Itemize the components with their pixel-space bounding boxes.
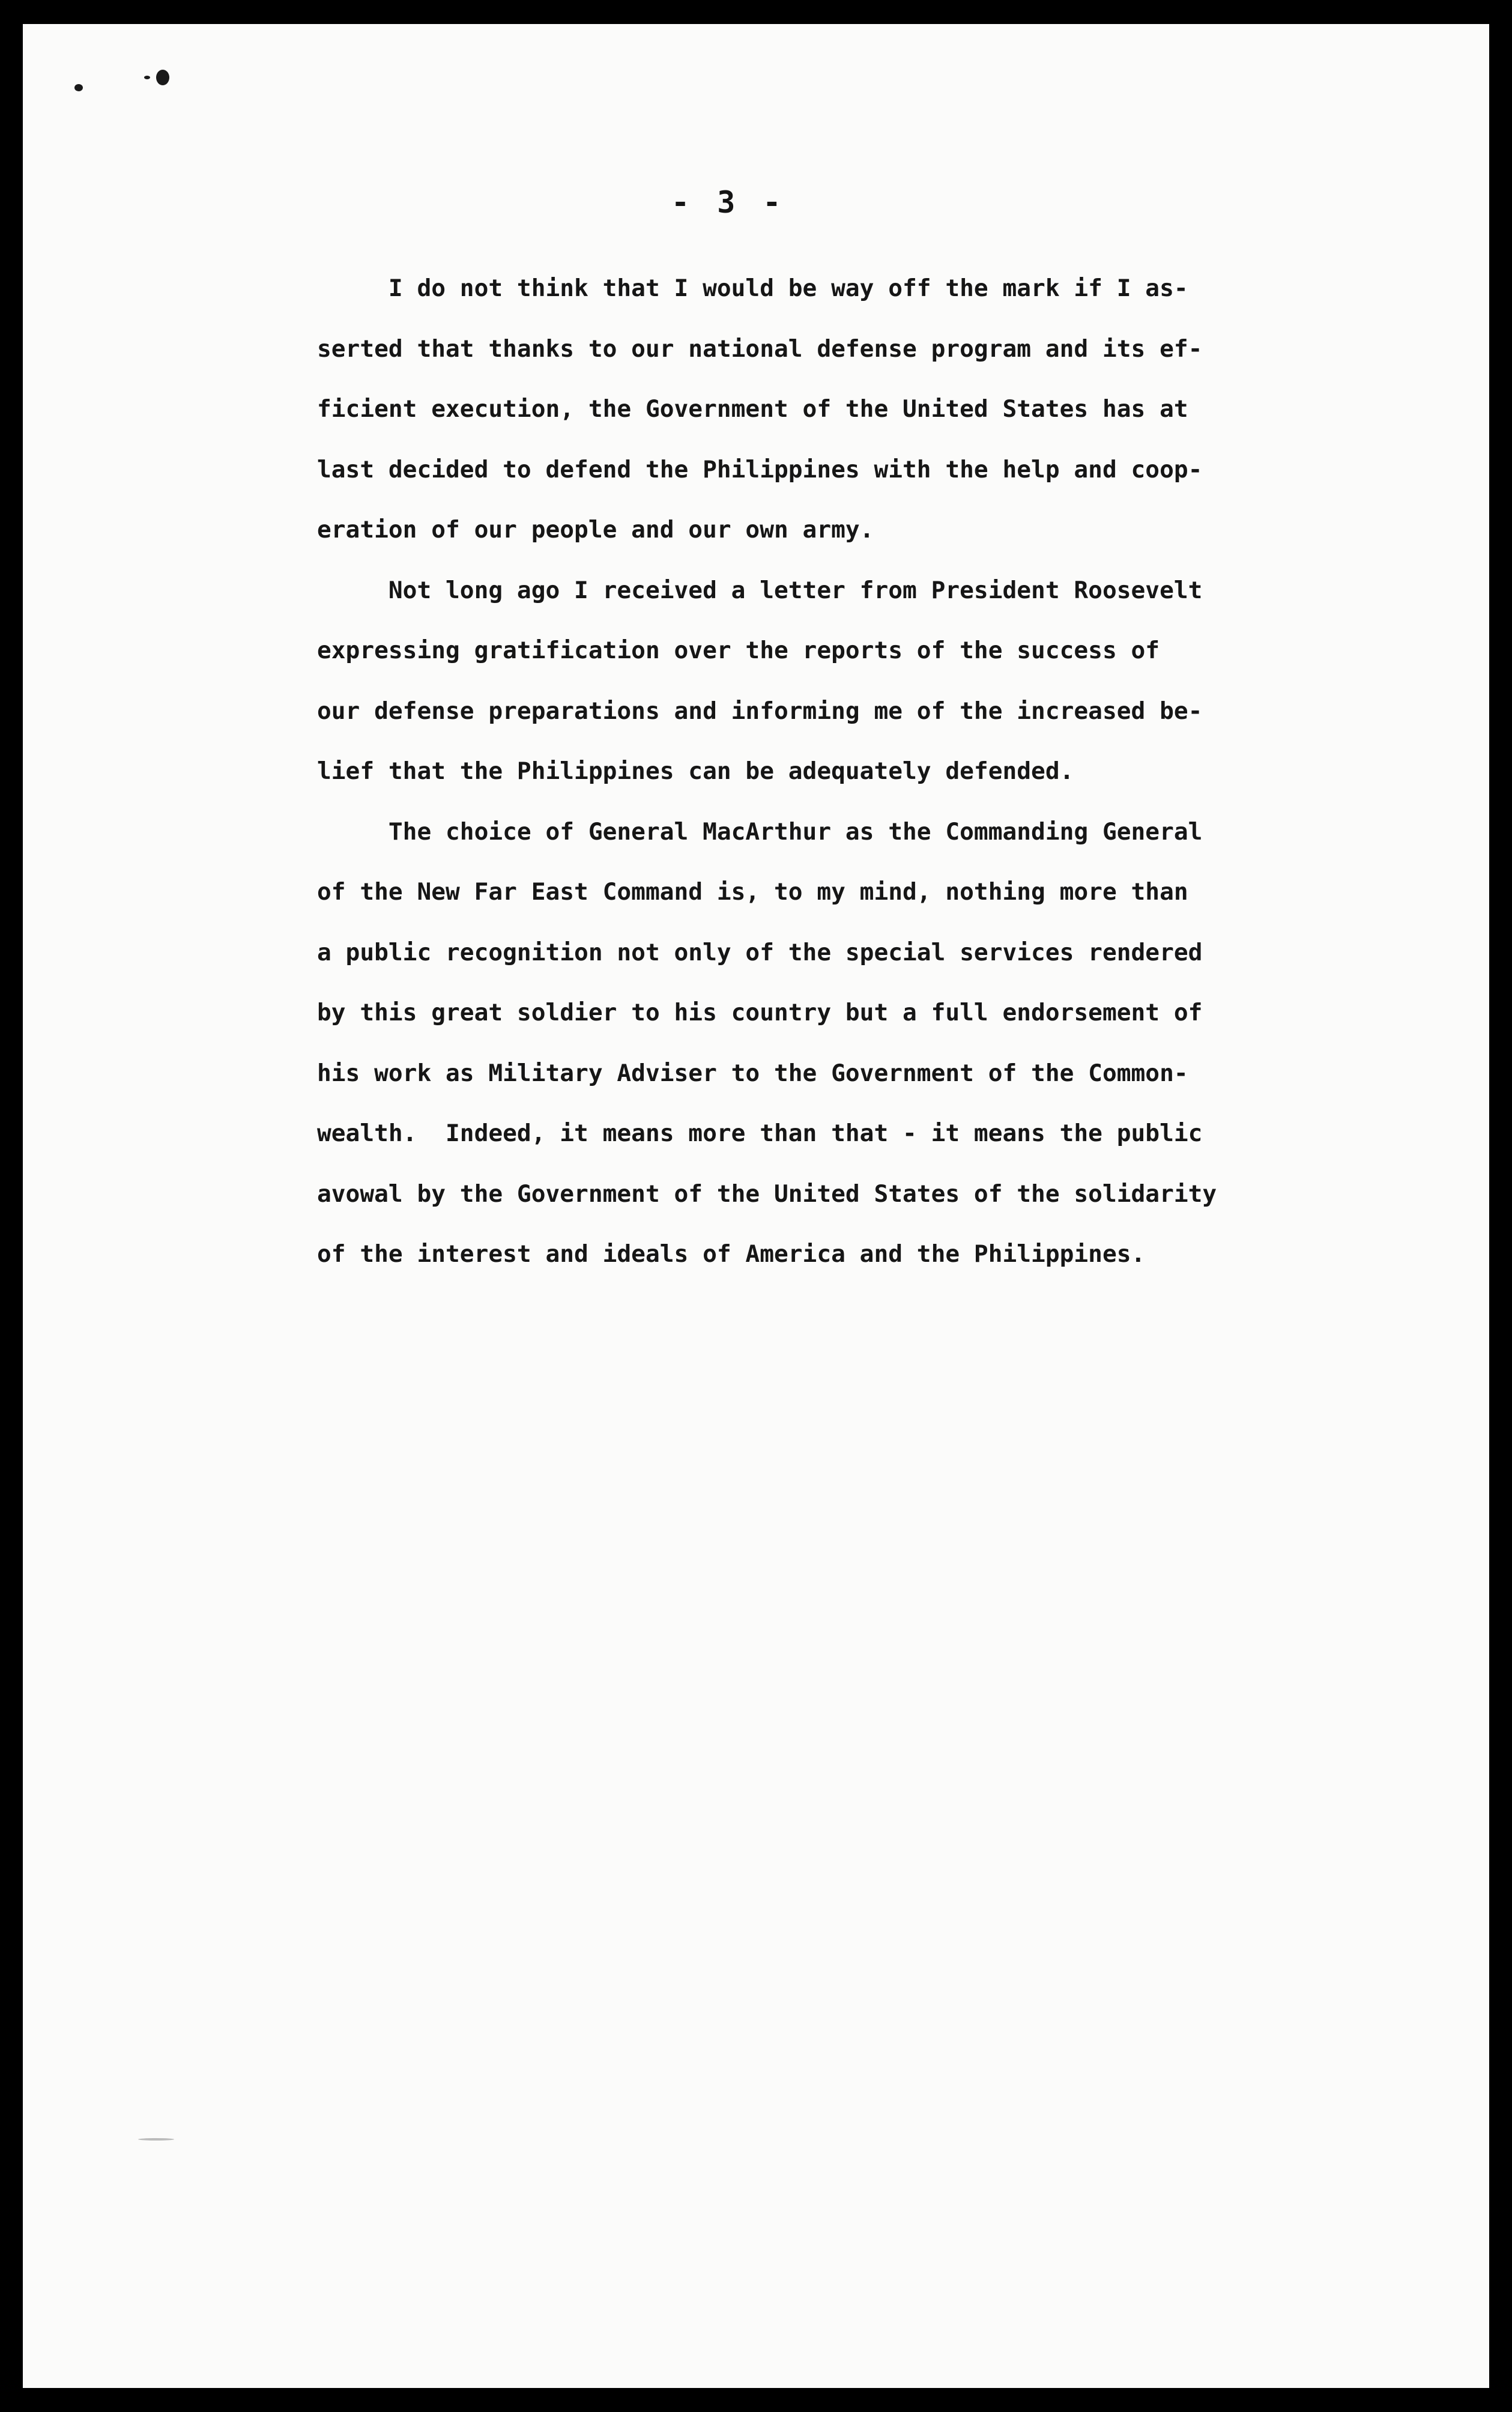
text-line: his work as Military Adviser to the Government of the Common- (317, 1059, 1188, 1087)
text-line: Not long ago I received a letter from President Roosevelt (317, 576, 1203, 604)
text-line: I do not think that I would be way off the mark if I as- (317, 274, 1188, 302)
scan-speck (138, 2138, 174, 2141)
text-line: ficient execution, the Government of the United States has at (317, 395, 1188, 423)
body-text (317, 258, 1374, 1285)
text-line: avowal by the Government of the United States of the solidarity (317, 1180, 1217, 1208)
text-line: our defense preparations and informing me of the increased be- (317, 697, 1203, 725)
text-line: by this great soldier to his country but a full endorsement of (317, 999, 1203, 1026)
text-line: serted that thanks to our national defense program and its ef- (317, 335, 1203, 363)
text-line: last decided to defend the Philippines with the help and coop- (317, 455, 1203, 483)
text-line: eration of our people and our own army. (317, 516, 874, 544)
text-line: wealth. Indeed, it means more than that - it means the public (317, 1120, 1203, 1147)
text-line: a public recognition not only of the special services rendered (317, 938, 1203, 966)
scan-speck (156, 70, 169, 85)
text-line: expressing gratification over the reports of the success of (317, 637, 1160, 664)
document-page (23, 24, 1489, 2388)
text-line: lief that the Philippines can be adequately defended. (317, 757, 1074, 785)
text-line: of the interest and ideals of America and the Philippines. (317, 1240, 1146, 1268)
scan-speck (74, 84, 83, 91)
scan-speck (144, 76, 150, 79)
text-line: of the New Far East Command is, to my mind, nothing more than (317, 878, 1188, 906)
page-number: - 3 - (671, 185, 786, 220)
text-line: The choice of General MacArthur as the Commanding General (317, 817, 1203, 846)
